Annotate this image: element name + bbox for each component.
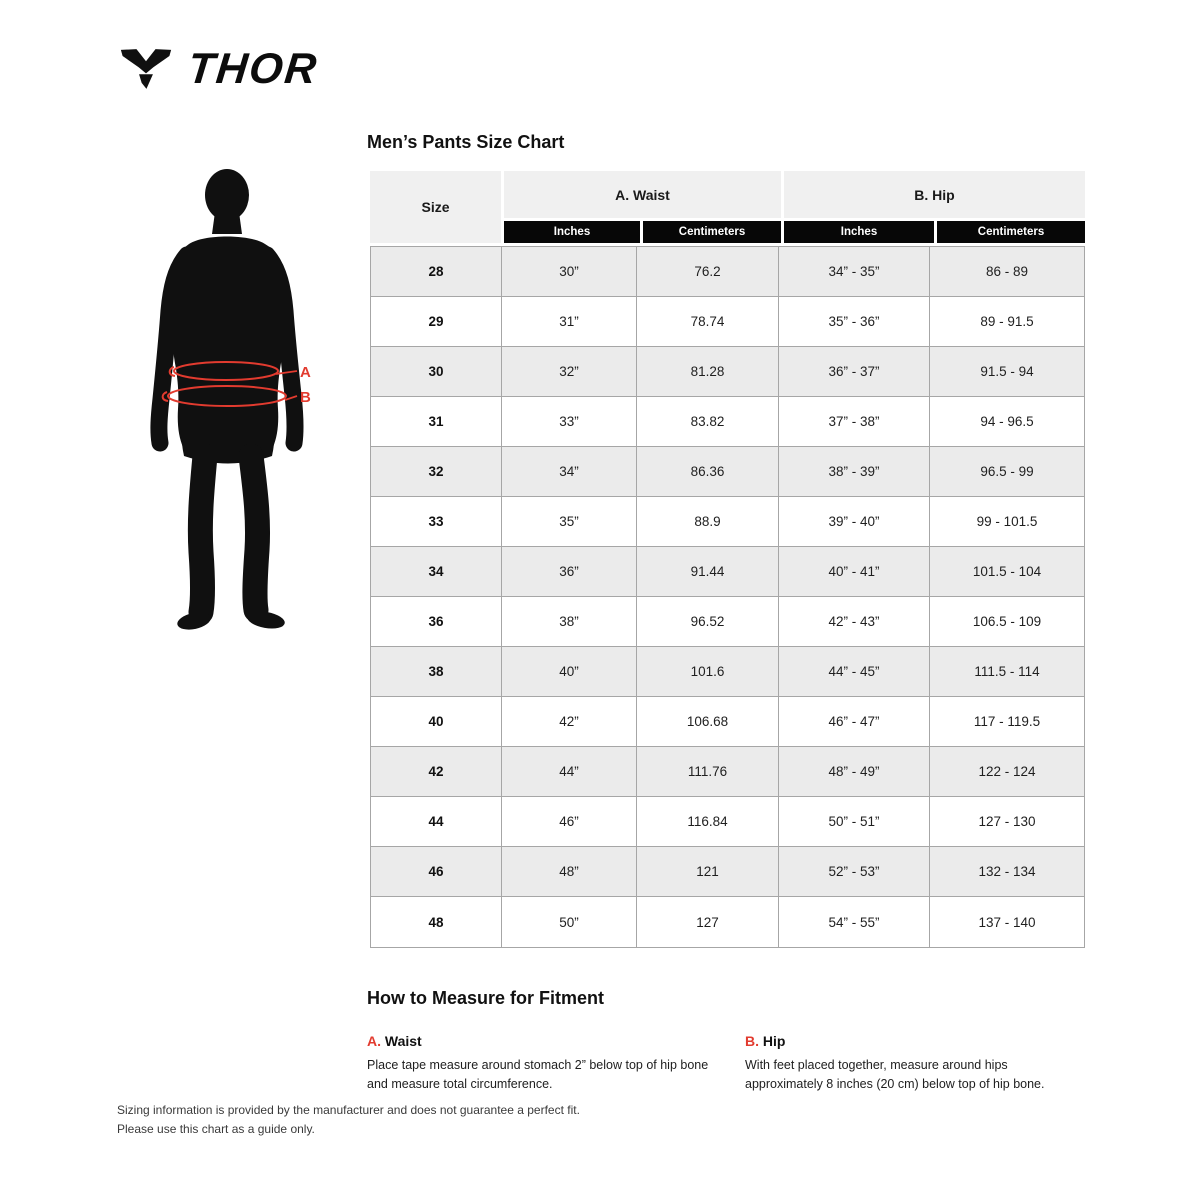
cell-size: 29 xyxy=(371,297,502,346)
cell-hip-in: 37” - 38” xyxy=(779,397,930,446)
cell-size: 46 xyxy=(371,847,502,896)
cell-waist-cm: 78.74 xyxy=(637,297,779,346)
cell-hip-in: 48” - 49” xyxy=(779,747,930,796)
cell-waist-in: 30” xyxy=(502,247,637,296)
cell-hip-cm: 137 - 140 xyxy=(978,914,1036,930)
male-silhouette xyxy=(159,169,295,632)
figure-label-b: B xyxy=(300,389,311,406)
cell-hip-in: 50” - 51” xyxy=(779,797,930,846)
table-row-size-46 xyxy=(371,847,1084,897)
cell-waist-cm: 86.36 xyxy=(637,447,779,496)
cell-waist-in: 40” xyxy=(502,647,637,696)
header-waist-inches: Inches xyxy=(504,221,640,243)
header-waist-label: A. Waist xyxy=(504,171,781,218)
cell-waist-cm: 83.82 xyxy=(637,397,779,446)
cell-waist-in: 48” xyxy=(502,847,637,896)
cell-hip-cm: 111.5 - 114 xyxy=(974,664,1040,679)
thor-horns-icon xyxy=(120,46,172,92)
header-hip-centimeters: Centimeters xyxy=(937,221,1085,243)
thor-logo-text: THOR xyxy=(185,44,321,93)
cell-hip-cm: 89 - 91.5 xyxy=(980,314,1034,329)
cell-size: 28 xyxy=(371,247,502,296)
hip-label: Hip xyxy=(762,1033,786,1049)
disclaimer-line-1: Sizing information is provided by the manufacturer and does not guarantee a perfect fit. xyxy=(117,1103,580,1117)
cell-waist-in: 35” xyxy=(502,497,637,546)
cell-hip-cm: 94 - 96.5 xyxy=(980,414,1034,429)
cell-waist-in: 46” xyxy=(502,797,637,846)
waist-instructions xyxy=(367,1033,745,1095)
cell-waist-in: 31” xyxy=(502,297,637,346)
waist-instructions-text: Place tape measure around stomach 2” below top of hip bone and measure total circumference. xyxy=(367,1058,709,1092)
cell-hip-cm: 91.5 - 94 xyxy=(980,364,1034,379)
table-row-size-36 xyxy=(371,597,1084,647)
figure-label-a: A xyxy=(300,364,311,381)
disclaimer-line-2: Please use this chart as a guide only. xyxy=(117,1122,315,1137)
cell-waist-cm: 121 xyxy=(637,847,779,896)
cell-size: 36 xyxy=(371,597,502,646)
header-hip-label: B. Hip xyxy=(784,171,1085,218)
header-hip-inches: Inches xyxy=(784,221,934,243)
cell-size: 33 xyxy=(371,497,502,546)
waist-label: Waist xyxy=(384,1033,422,1049)
cell-hip-in: 35” - 36” xyxy=(779,297,930,346)
cell-hip-cm: 106.5 - 109 xyxy=(972,614,1042,629)
cell-size: 34 xyxy=(371,547,502,596)
header-waist-centimeters: Centimeters xyxy=(643,221,781,243)
cell-size: 44 xyxy=(371,797,502,846)
table-row-size-28 xyxy=(371,247,1084,297)
cell-waist-in: 50” xyxy=(502,897,637,947)
cell-hip-in: 36” - 37” xyxy=(779,347,930,396)
size-table-header xyxy=(370,171,1085,243)
table-row-size-38 xyxy=(371,647,1084,697)
cell-hip-in: 40” - 41” xyxy=(779,547,930,596)
cell-size: 31 xyxy=(371,397,502,446)
cell-waist-in: 32” xyxy=(502,347,637,396)
size-table-body xyxy=(370,246,1085,948)
cell-size: 32 xyxy=(371,447,502,496)
cell-size: 30 xyxy=(371,347,502,396)
cell-waist-cm: 111.76 xyxy=(637,747,779,796)
table-row-size-29 xyxy=(371,297,1084,347)
cell-hip-cm: 99 - 101.5 xyxy=(976,514,1038,529)
how-to-measure-section xyxy=(367,988,1087,1095)
cell-waist-in: 34” xyxy=(502,447,637,496)
table-row-size-33 xyxy=(371,497,1084,547)
cell-hip-in: 46” - 47” xyxy=(779,697,930,746)
cell-waist-in: 42” xyxy=(502,697,637,746)
cell-hip-in: 52” - 53” xyxy=(779,847,930,896)
cell-waist-cm: 116.84 xyxy=(637,797,779,846)
waist-prefix: A. xyxy=(367,1033,381,1049)
size-table xyxy=(370,171,1085,948)
cell-size: 42 xyxy=(371,747,502,796)
waist-subheader xyxy=(504,221,781,243)
table-row-size-48 xyxy=(371,897,1084,947)
table-row-size-34 xyxy=(371,547,1084,597)
cell-hip-cm: 132 - 134 xyxy=(978,864,1036,879)
header-group-waist xyxy=(504,171,781,243)
cell-hip-in: 54” - 55” xyxy=(779,897,930,947)
cell-hip-in: 34” - 35” xyxy=(779,247,930,296)
cell-waist-in: 36” xyxy=(502,547,637,596)
cell-hip-cm: 117 - 119.5 xyxy=(973,714,1041,729)
table-row-size-30 xyxy=(371,347,1084,397)
cell-hip-cm: 101.5 - 104 xyxy=(972,564,1042,579)
cell-hip-cm: 122 - 124 xyxy=(978,764,1036,779)
hip-instructions-text: With feet placed together, measure around hips approximately 8 inches (20 cm) below top of hip bone. xyxy=(745,1058,1045,1092)
cell-waist-in: 44” xyxy=(502,747,637,796)
cell-hip-cm: 127 - 130 xyxy=(978,814,1036,829)
cell-waist-in: 33” xyxy=(502,397,637,446)
cell-hip-cm: 86 - 89 xyxy=(985,264,1029,279)
thor-logo xyxy=(120,44,321,93)
cell-size: 48 xyxy=(371,897,502,947)
table-row-size-31 xyxy=(371,397,1084,447)
measure-columns xyxy=(367,1033,1087,1095)
cell-waist-cm: 106.68 xyxy=(637,697,779,746)
how-to-measure-title: How to Measure for Fitment xyxy=(367,988,605,1008)
cell-hip-in: 44” - 45” xyxy=(779,647,930,696)
hip-subheader xyxy=(784,221,1085,243)
cell-waist-cm: 127 xyxy=(637,897,779,947)
page-title: Men’s Pants Size Chart xyxy=(367,132,565,152)
table-row-size-42 xyxy=(371,747,1084,797)
header-size: Size xyxy=(370,171,501,243)
cell-hip-in: 38” - 39” xyxy=(779,447,930,496)
measurement-figure xyxy=(142,158,327,638)
hip-instructions-label xyxy=(745,1033,1087,1049)
cell-waist-cm: 91.44 xyxy=(637,547,779,596)
waist-instructions-label xyxy=(367,1033,745,1049)
cell-waist-cm: 96.52 xyxy=(637,597,779,646)
hip-prefix: B. xyxy=(745,1033,759,1049)
table-row-size-40 xyxy=(371,697,1084,747)
table-row-size-44 xyxy=(371,797,1084,847)
cell-waist-cm: 88.9 xyxy=(637,497,779,546)
cell-hip-in: 39” - 40” xyxy=(779,497,930,546)
header-group-hip xyxy=(784,171,1085,243)
cell-waist-cm: 81.28 xyxy=(637,347,779,396)
disclaimer xyxy=(117,1101,580,1139)
cell-size: 38 xyxy=(371,647,502,696)
cell-waist-cm: 101.6 xyxy=(637,647,779,696)
cell-size: 40 xyxy=(371,697,502,746)
cell-waist-cm: 76.2 xyxy=(637,247,779,296)
cell-hip-cm: 96.5 - 99 xyxy=(980,464,1034,479)
hip-instructions xyxy=(745,1033,1087,1095)
table-row-size-32 xyxy=(371,447,1084,497)
body-silhouette xyxy=(142,158,327,638)
cell-hip-in: 42” - 43” xyxy=(779,597,930,646)
cell-waist-in: 38” xyxy=(502,597,637,646)
